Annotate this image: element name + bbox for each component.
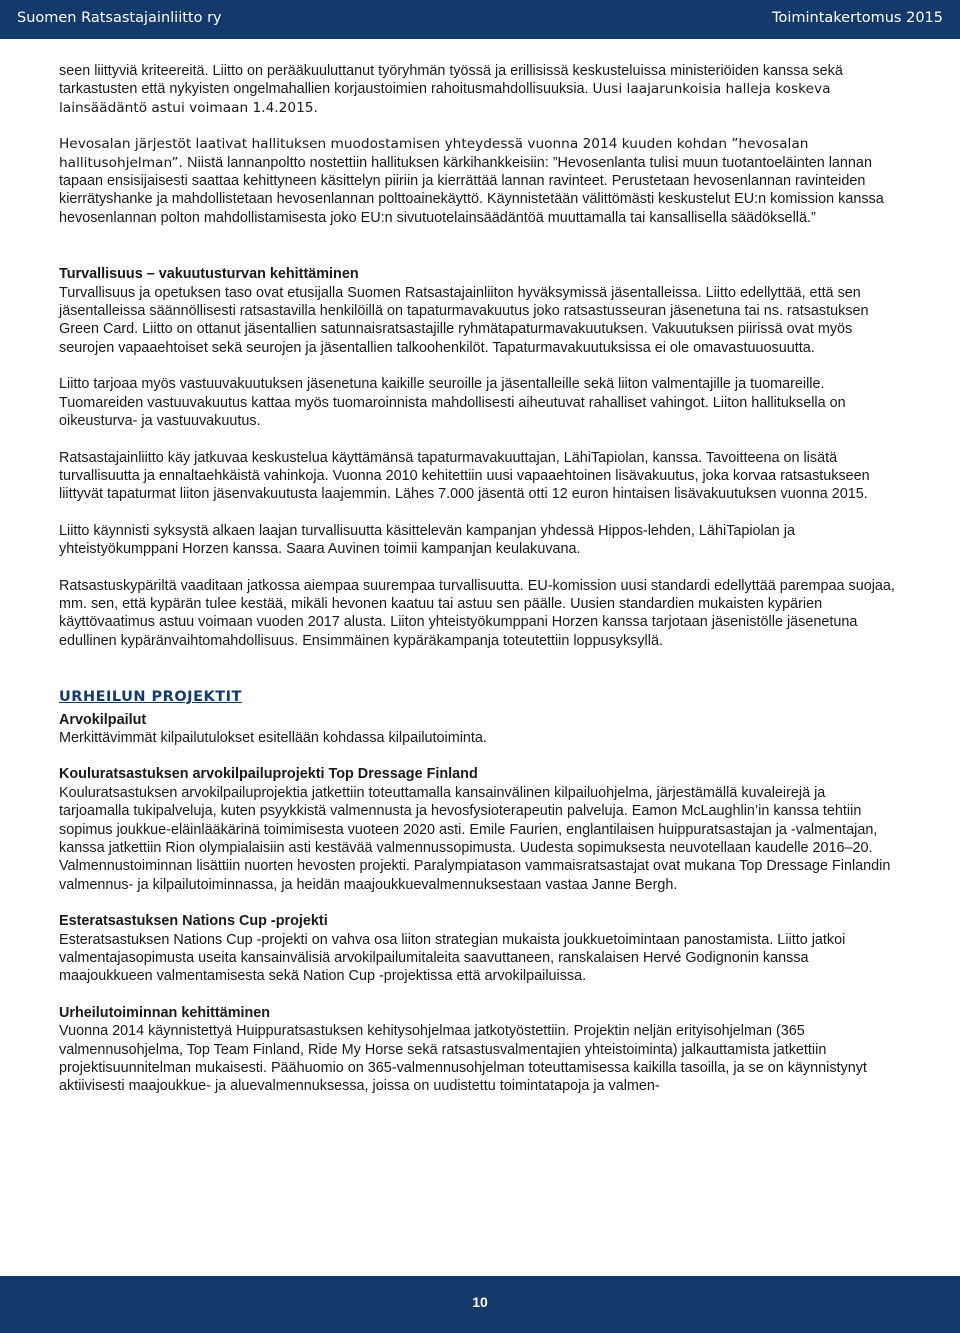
page-number: 10	[472, 1294, 488, 1310]
paragraph-halls	[59, 62, 897, 117]
heading-safety: Turvallisuus – vakuutusturvan kehittäminen	[59, 266, 359, 283]
document-body	[59, 62, 897, 1096]
paragraph-dressage-project: Kouluratsastuksen arvokilpailuprojektia jatkettiin toteuttamalla kansainvälinen kilpailuohjelma, järjestämällä kuvaleirejä ja tarjoamalla tukipalveluja, kuten psyykkistä valmennusta ja hevosfysioterapeutin palveluja. Eamon McLaughlin’in kanssa tehtiin sopimus joukkue-eläinlääkärinä toimimisesta vuoteen 2020 asti. Emile Faurien, englantilaisen huippuratsastajan ja -valmentajan, kanssa jatkettiin Rion olympialaisiin asti kestävää valmennussopimusta. Uudesta sopimuksesta neuvotellaan kaudelle 2016–20. Valmennustoiminnan lisättiin nuorten hevosten projekti. Paralympiatason vammaisratsastajat ovat mukana Top Dressage Finlandin valmennus- ja kilpailutoiminnassa, ja heidän maajoukkuevalmennuksestaan vastaa Janne Bergh.	[59, 784, 891, 893]
header-report-title: Toimintakertomus 2015	[772, 10, 943, 26]
paragraph-manure	[59, 135, 897, 227]
header-org-name: Suomen Ratsastajainliitto ry	[17, 10, 222, 26]
heading-sports-development: Urheilutoiminnan kehittäminen	[59, 1004, 271, 1021]
paragraph-halls-text: seen liittyviä kriteereitä. Liitto on perääkuuluttanut työryhmän työssä ja erillisissä keskusteluissa ministeriöiden kanssa sekä tarkastusten että nykyisten ongelmahallien korjaustoimien rahoitusmahdollisuuksia.	[59, 63, 843, 98]
paragraph-campaign: Liitto käynnisti syksystä alkaen laajan turvallisuutta käsittelevän kampanjan yhdessä Hippos-lehden, LähiTapiolan ja yhteistyökumppani Horzen kanssa. Saara Auvinen toimii kampanjan keulakuvana.	[59, 522, 795, 558]
heading-nations-cup: Esteratsastuksen Nations Cup -projekti	[59, 913, 328, 930]
paragraph-manure-quote: Niistä lannanpoltto nostettiin hallituksen kärkihankkeisiin: ”Hevosenlanta tulisi muun tuotantoeläinten lannan tapaan ensisijaisesti saattaa kehittyneen käsittelyn piiriin ja kierrättää lannan ravinteet.	[59, 154, 872, 190]
paragraph-manure-quote-cont: Perustetaan hevosenlannan ravinteiden kierrätyshanke ja mahdollistetaan hevosenlannan polttoainekäyttö. Käynnistetään välittömästi keskustelut EU:n komission kanssa hevosenlannan polton mahdollistamisesta joko EU:n sivutuotelainsäädäntöä muuttamalla tai kansallisella säädöksellä.”	[59, 173, 884, 226]
heading-championships: Arvokilpailut	[59, 711, 147, 728]
heading-dressage-project: Kouluratsastuksen arvokilpailuprojekti Top Dressage Finland	[59, 766, 478, 783]
section-title-sports-projects: URHEILUN PROJEKTIT	[59, 689, 242, 706]
page-footer	[0, 1276, 960, 1333]
paragraph-safety: Turvallisuus ja opetuksen taso ovat etusijalla Suomen Ratsastajainliiton hyväksymissä jäsentalleissa. Liitto edellyttää, että sen jäsentalleissa säännöllisesti ratsastavilla henkilöillä on tapaturmavakuutus joko ratsastusseuran jäsenetuna tai ns. ratsastuksen Green Card. Liitto on ottanut jäsentallien satunnaisratsastajille ryhmätapaturmavakuutuksen. Vakuutuksen piirissä ovat myös seurojen vapaaehtoiset sekä seurojen ja jäsentallien talkoohenkilöt. Tapaturmavakuutuksissa ei ole omavastuuosuutta.	[59, 284, 869, 356]
paragraph-insurer: Ratsastajainliitto käy jatkuvaa keskustelua käyttämänsä tapaturmavakuuttajan, LähiTapiolan, kanssa. Tavoitteena on lisätä turvallisuutta ja ennaltaehkäistä vahinkoja. Vuonna 2010 kehitettiin uusi vapaaehtoinen lisävakuutus, joka korvaa ratsastukseen liittyvät tapaturmat liiton jäsenvakuutusta laajemmin. Lähes 7.000 jäsentä otti 12 euron hintaisen lisävakuutuksen vuonna 2015.	[59, 449, 870, 503]
paragraph-sports-development: Vuonna 2014 käynnistettyä Huippuratsastuksen kehitysohjelmaa jatkotyöstettiin. Projektin neljän erityisohjelman (365 valmennusohjelma, Top Team Finland, Ride My Horse sekä ratsastusvalmentajien yhteistoiminta) jalkauttamista jatkettiin projektisuunnitelman mukaisesti. Päähuomio on 365-valmennusohjelman toteuttamisessa kaikilla tasoilla, ja se on käynnistynyt aktiivisesti maajoukkue- ja aluevalmennuksessa, joissa on uudistettu toimintatapoja ja valmen-	[59, 1023, 867, 1095]
page-header	[0, 0, 960, 39]
paragraph-manure-intro: Hevosalan järjestöt laativat hallituksen muodostamisen yhteydessä vuonna 2014 kuuden kohdan ”hevosalan hallitusohjelman”.	[59, 136, 809, 171]
paragraph-liability: Liitto tarjoaa myös vastuuvakuutuksen jäsenetuna kaikille seuroille ja jäsentalleille sekä liiton valmentajille ja tuomareille. Tuomareiden vastuuvakuutus kattaa myös tuomaroinnista mahdollisesti aiheutuvat rahalliset vahingot. Liiton hallituksella on oikeusturva- ja vastuuvakuutus.	[59, 376, 846, 430]
paragraph-championships: Merkittävimmät kilpailutulokset esitellään kohdassa kilpailutoiminta.	[59, 729, 487, 746]
paragraph-nations-cup: Esteratsastuksen Nations Cup -projekti on vahva osa liiton strategian mukaista joukkuetoimintaan panostamista. Liitto jatkoi valmentajasopimusta useita kansainvälisiä arvokilpailumitaleita saavuttaneen, ranskalaisen Hervé Godignonin kanssa maajoukkueen valmentamisesta sekä Nation Cup -projektissa että arvokilpailuissa.	[59, 931, 846, 985]
paragraph-halls-law: Uusi laajarunkoisia halleja koskeva lainsäädäntö astui voimaan 1.4.2015.	[59, 81, 831, 116]
paragraph-helmets: Ratsastuskypäriltä vaaditaan jatkossa aiempaa suurempaa turvallisuutta. EU-komission uusi standardi edellyttää parempaa suojaa, mm. sen, että kypärän tulee kestää, mikäli hevonen kaatuu tai astuu sen päälle. Uusien standardien mukaisten kypärien käyttövaatimus astuu voimaan vuoden 2017 alusta. Liiton yhteistyökumppani Horzen kanssa tarjotaan jäsenistölle jäsenetuna edullinen kypäränvaihtomahdollisuus. Ensimmäinen kypäräkampanja toteutettiin loppusyksyllä.	[59, 577, 895, 649]
